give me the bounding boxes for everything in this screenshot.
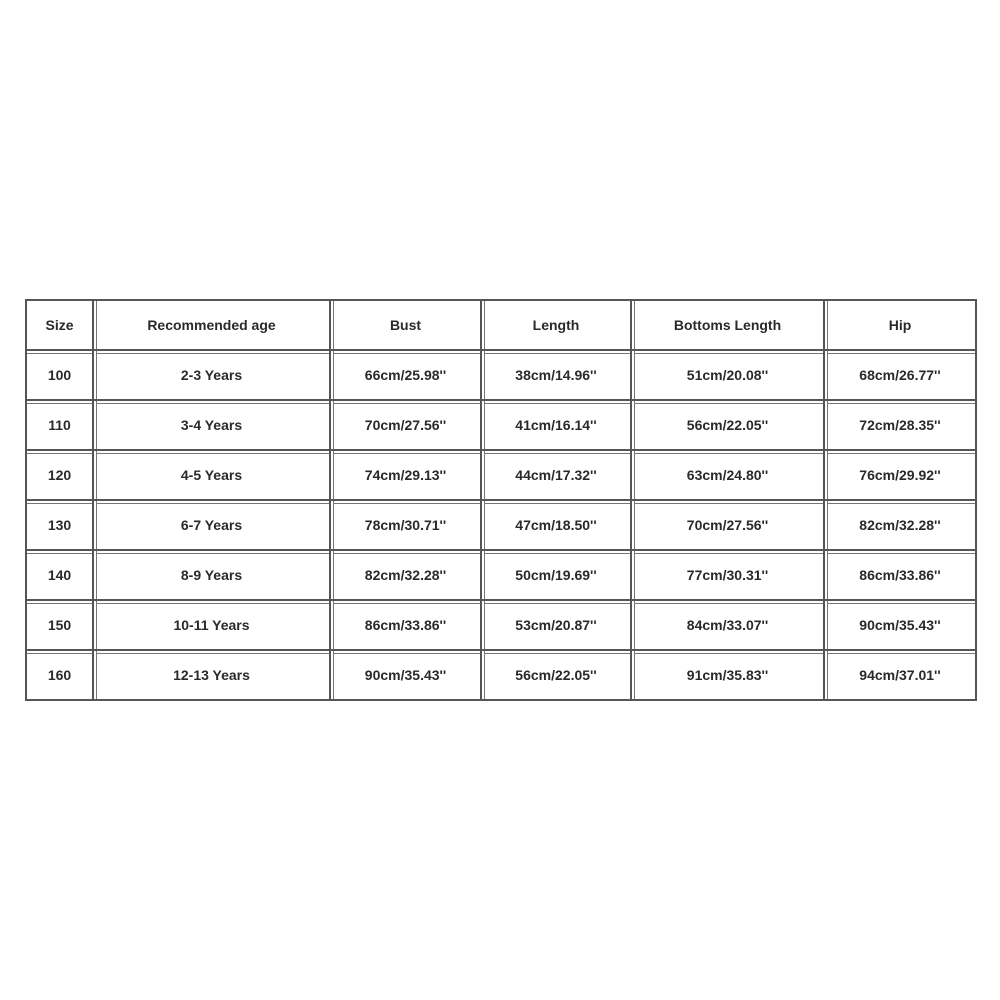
cell-bottoms-length: 63cm/24.80'': [632, 451, 825, 501]
cell-recommended-age: 8-9 Years: [94, 551, 331, 601]
cell-hip: 90cm/35.43'': [825, 601, 977, 651]
cell-recommended-age: 6-7 Years: [94, 501, 331, 551]
header-size: Size: [27, 301, 94, 351]
cell-length: 38cm/14.96'': [482, 351, 632, 401]
cell-hip: 82cm/32.28'': [825, 501, 977, 551]
cell-recommended-age: 3-4 Years: [94, 401, 331, 451]
cell-length: 50cm/19.69'': [482, 551, 632, 601]
cell-bottoms-length: 51cm/20.08'': [632, 351, 825, 401]
cell-bust: 66cm/25.98'': [331, 351, 482, 401]
cell-bust: 82cm/32.28'': [331, 551, 482, 601]
cell-hip: 86cm/33.86'': [825, 551, 977, 601]
table-row: [27, 401, 977, 451]
table-row: [27, 451, 977, 501]
header-recommended-age: Recommended age: [94, 301, 331, 351]
table-row: [27, 601, 977, 651]
cell-length: 53cm/20.87'': [482, 601, 632, 651]
cell-hip: 68cm/26.77'': [825, 351, 977, 401]
cell-recommended-age: 12-13 Years: [94, 651, 331, 701]
header-hip: Hip: [825, 301, 977, 351]
cell-bust: 78cm/30.71'': [331, 501, 482, 551]
cell-length: 41cm/16.14'': [482, 401, 632, 451]
header-bottoms-length: Bottoms Length: [632, 301, 825, 351]
header-row: [27, 301, 977, 351]
table-row: [27, 551, 977, 601]
cell-recommended-age: 2-3 Years: [94, 351, 331, 401]
table-row: [27, 351, 977, 401]
size-chart-table: [25, 299, 977, 701]
cell-bottoms-length: 84cm/33.07'': [632, 601, 825, 651]
cell-size: 140: [27, 551, 94, 601]
cell-bust: 90cm/35.43'': [331, 651, 482, 701]
header-length: Length: [482, 301, 632, 351]
cell-hip: 72cm/28.35'': [825, 401, 977, 451]
cell-bust: 70cm/27.56'': [331, 401, 482, 451]
cell-length: 47cm/18.50'': [482, 501, 632, 551]
cell-size: 130: [27, 501, 94, 551]
cell-size: 150: [27, 601, 94, 651]
cell-size: 110: [27, 401, 94, 451]
cell-size: 120: [27, 451, 94, 501]
cell-bust: 86cm/33.86'': [331, 601, 482, 651]
cell-hip: 76cm/29.92'': [825, 451, 977, 501]
cell-bottoms-length: 56cm/22.05'': [632, 401, 825, 451]
cell-length: 44cm/17.32'': [482, 451, 632, 501]
header-bust: Bust: [331, 301, 482, 351]
cell-size: 160: [27, 651, 94, 701]
cell-size: 100: [27, 351, 94, 401]
cell-bottoms-length: 70cm/27.56'': [632, 501, 825, 551]
table-row: [27, 501, 977, 551]
cell-bottoms-length: 77cm/30.31'': [632, 551, 825, 601]
cell-bust: 74cm/29.13'': [331, 451, 482, 501]
cell-hip: 94cm/37.01'': [825, 651, 977, 701]
table-row: [27, 651, 977, 701]
cell-length: 56cm/22.05'': [482, 651, 632, 701]
cell-recommended-age: 4-5 Years: [94, 451, 331, 501]
cell-recommended-age: 10-11 Years: [94, 601, 331, 651]
cell-bottoms-length: 91cm/35.83'': [632, 651, 825, 701]
